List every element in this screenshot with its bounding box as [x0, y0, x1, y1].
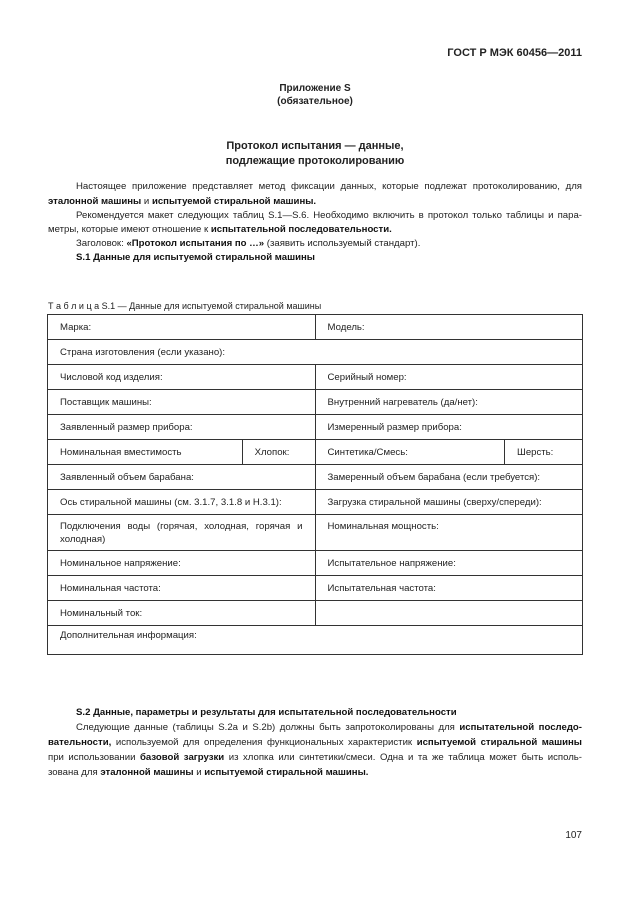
- table-row: [48, 465, 583, 490]
- table-row: [48, 515, 583, 551]
- s2-line: [76, 720, 582, 735]
- heading-line2: подлежащие протоколированию: [225, 155, 405, 167]
- page-number: 107: [565, 830, 582, 841]
- text: (заявить используемый стандарт).: [266, 238, 421, 249]
- s2-line: [48, 750, 582, 765]
- s2-line: [48, 735, 582, 750]
- text: зована для: [48, 767, 98, 778]
- cell-additional[interactable]: Дополнительная информация:: [48, 626, 583, 655]
- table-row: [48, 315, 583, 340]
- table-row: [48, 490, 583, 515]
- cell-declared-drum[interactable]: Заявленный объем барабана:: [48, 465, 316, 490]
- standard-header: ГОСТ Р МЭК 60456—2011: [447, 47, 582, 59]
- bold-text: S.1 Данные для испытуемой стиральной машины: [76, 252, 315, 263]
- cell-empty[interactable]: [315, 601, 583, 626]
- cell-cotton[interactable]: Хлопок:: [242, 440, 315, 465]
- heading-line1: Протокол испытания — данные,: [226, 140, 404, 152]
- table-row: [48, 440, 583, 465]
- table-row: [48, 365, 583, 390]
- bold-text: испытуемой стиральной машины.: [151, 196, 317, 207]
- s2-line: [48, 765, 582, 780]
- text: Рекомендуется макет следующих таблиц S.1—S.6. Необходимо включить в протокол только таблицы и пара-: [76, 210, 582, 221]
- text: используемой для определения функциональных характеристик: [115, 737, 413, 748]
- bold-text: испытательной последо-: [459, 722, 582, 733]
- table-row: [48, 390, 583, 415]
- cell-measured-drum[interactable]: Замеренный объем барабана (если требуется):: [315, 465, 583, 490]
- intro-line: [76, 208, 582, 223]
- bold-text: эталонной машины: [100, 767, 194, 778]
- table-row: [48, 601, 583, 626]
- table-row: [48, 415, 583, 440]
- cell-water[interactable]: Подключения воды (горячая, холодная, горячая и холодная): [48, 515, 316, 551]
- cell-axis[interactable]: Ось стиральной машины (см. 3.1.7, 3.1.8 и H.3.1):: [48, 490, 316, 515]
- cell-declared-size[interactable]: Заявленный размер прибора:: [48, 415, 316, 440]
- cell-test-voltage[interactable]: Испытательное напряжение:: [315, 551, 583, 576]
- text: Заголовок:: [76, 238, 124, 249]
- section-s2-title: [76, 705, 582, 720]
- cell-rated-current[interactable]: Номинальный ток:: [48, 601, 316, 626]
- text: при использовании: [48, 752, 136, 763]
- section-s1-title: [76, 250, 582, 265]
- cell-synthetic[interactable]: Синтетика/Смесь:: [315, 440, 505, 465]
- bold-text: вательности,: [48, 737, 112, 748]
- intro-line: [76, 236, 582, 251]
- text: Следующие данные (таблицы S.2a и S.2b) должны быть запротоколированы для: [76, 722, 455, 733]
- cell-brand[interactable]: Марка:: [48, 315, 316, 340]
- table-caption: Т а б л и ц а S.1 — Данные для испытуемой стиральной машины: [48, 301, 322, 311]
- cell-wool[interactable]: Шерсть:: [505, 440, 583, 465]
- table-row: [48, 576, 583, 601]
- annex-title: Приложение S: [279, 83, 351, 94]
- text: и: [196, 767, 202, 778]
- bold-text: испытательной последовательности.: [210, 224, 392, 235]
- text: метры, которые имеют отношение к: [48, 224, 209, 235]
- bold-text: S.2 Данные, параметры и результаты для испытательной последовательности: [76, 707, 457, 718]
- cell-power[interactable]: Номинальная мощность:: [315, 515, 583, 551]
- bold-text: эталонной машины: [48, 196, 142, 207]
- cell-rated-voltage[interactable]: Номинальное напряжение:: [48, 551, 316, 576]
- table-row: [48, 340, 583, 365]
- text: из хлопка или синтетики/смеси. Одна и та же таблица может быть исполь-: [228, 752, 582, 763]
- cell-measured-size[interactable]: Измеренный размер прибора:: [315, 415, 583, 440]
- cell-rated-freq[interactable]: Номинальная частота:: [48, 576, 316, 601]
- intro-line: [48, 194, 582, 209]
- cell-supplier[interactable]: Поставщик машины:: [48, 390, 316, 415]
- cell-loading[interactable]: Загрузка стиральной машины (сверху/спереди):: [315, 490, 583, 515]
- text: Настоящее приложение представляет метод фиксации данных, которые подлежат протоколированию, для: [76, 181, 582, 192]
- cell-model[interactable]: Модель:: [315, 315, 583, 340]
- intro-line: [48, 222, 582, 237]
- cell-serial[interactable]: Серийный номер:: [315, 365, 583, 390]
- cell-country[interactable]: Страна изготовления (если указано):: [48, 340, 583, 365]
- cell-product-code[interactable]: Числовой код изделия:: [48, 365, 316, 390]
- table-row: [48, 551, 583, 576]
- text: и: [143, 196, 150, 207]
- intro-line: [76, 179, 582, 194]
- cell-heater[interactable]: Внутренний нагреватель (да/нет):: [315, 390, 583, 415]
- annex-subtitle: (обязательное): [277, 96, 353, 107]
- bold-text: базовой загрузки: [139, 752, 225, 763]
- table-row: [48, 626, 583, 655]
- bold-text: испытуемой стиральной машины.: [204, 767, 369, 778]
- bold-text: испытуемой стиральной машины: [416, 737, 583, 748]
- bold-text: «Протокол испытания по …»: [126, 238, 265, 249]
- table-s1: [47, 314, 583, 655]
- cell-test-freq[interactable]: Испытательная частота:: [315, 576, 583, 601]
- cell-capacity[interactable]: Номинальная вместимость: [48, 440, 243, 465]
